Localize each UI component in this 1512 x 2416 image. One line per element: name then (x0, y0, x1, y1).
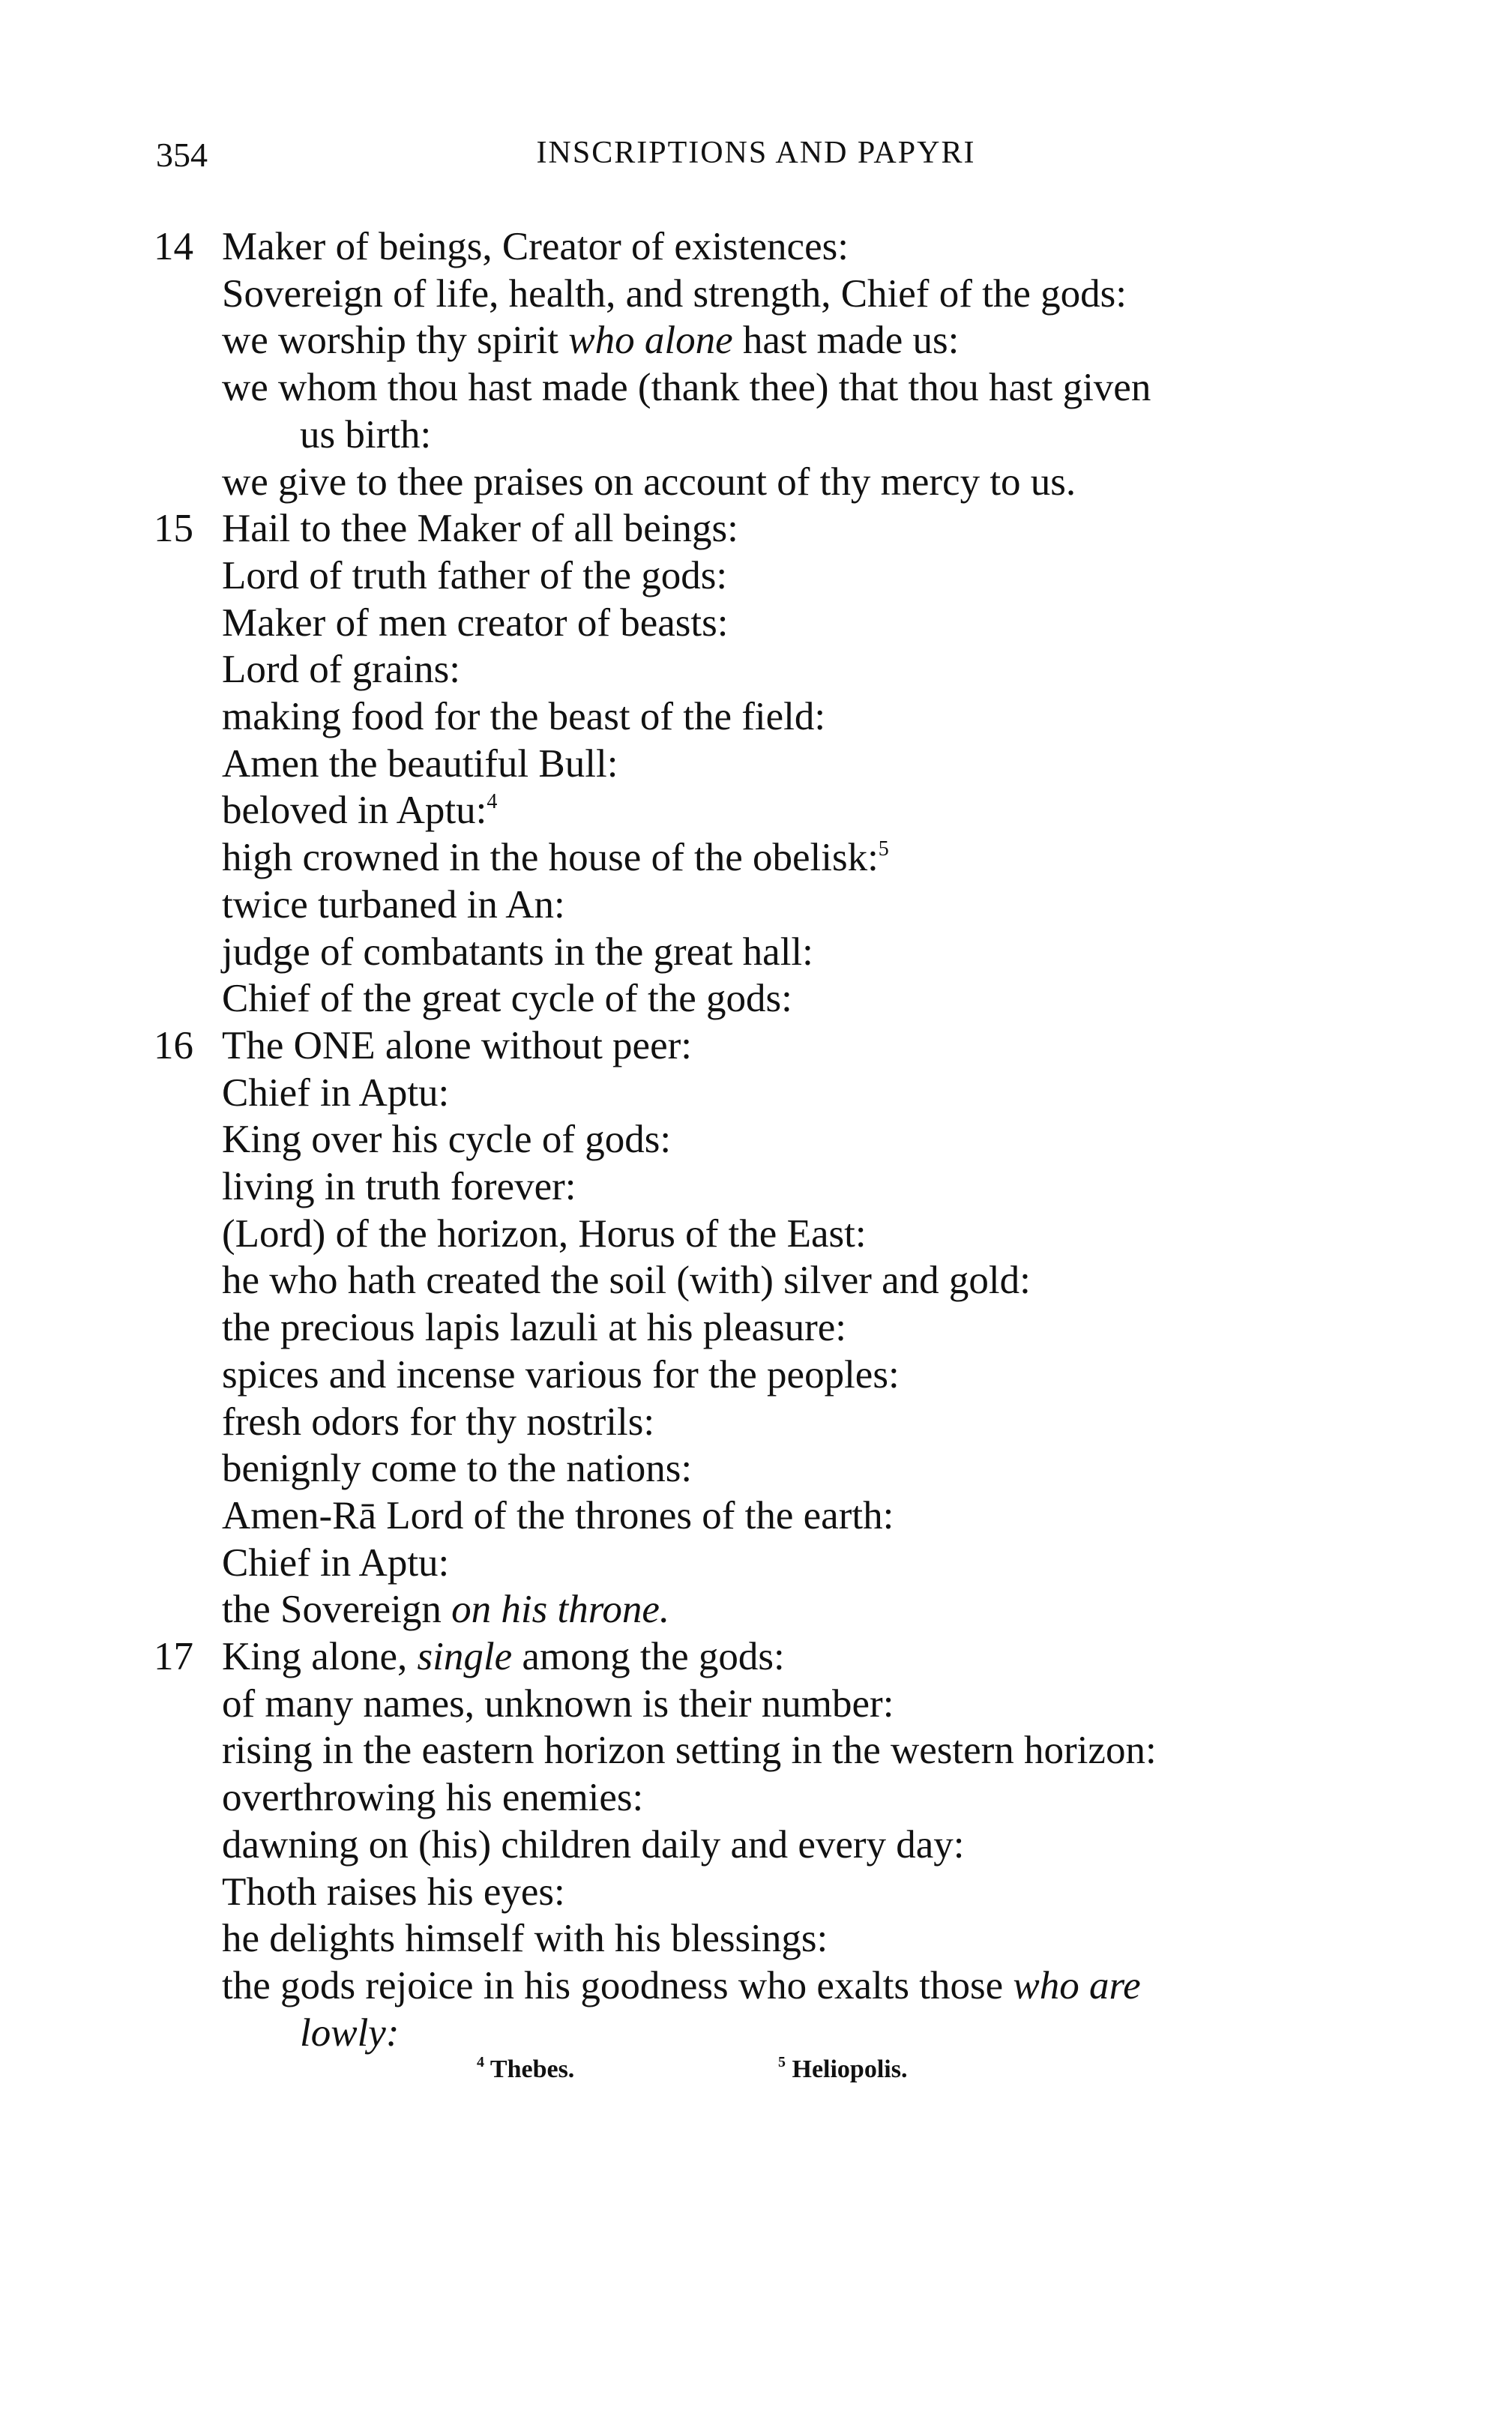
verse-line: we give to thee praises on account of thy mercy to us. (222, 460, 1076, 504)
verse-line: Amen the beautiful Bull: (222, 741, 618, 786)
verse-line: overthrowing his enemies: (222, 1776, 644, 1820)
verse-line: the precious lapis lazuli at his pleasure: (222, 1306, 847, 1350)
verse-line: making food for the beast of the field: (222, 695, 826, 738)
verse-line: us birth: (300, 412, 432, 457)
footnote (477, 2055, 574, 2084)
verse-line: twice turbaned in An: (222, 882, 565, 927)
verse-line: Lord of truth father of the gods: (222, 553, 728, 597)
verse-line: Hail to thee Maker of all beings: (222, 507, 738, 551)
verse-line: Sovereign of life, health, and strength, Chief of the gods: (222, 271, 1127, 316)
verse-line: judge of combatants in the great hall: (222, 930, 813, 974)
verse-line: dawning on (his) children daily and every day: (222, 1822, 965, 1867)
footnote-mark: 5 (778, 2054, 786, 2070)
verse-line: Thoth raises his eyes: (222, 1870, 565, 1914)
verse-line: spices and incense various for the peoples: (222, 1352, 900, 1397)
footnote-text: Thebes. (484, 2055, 575, 2083)
verse-line: he delights himself with his blessings: (222, 1917, 828, 1961)
verse-line: high crowned in the house of the obelisk:$^5$ (222, 836, 889, 880)
section-number: 17 (154, 1635, 193, 1678)
verse-line: Chief in Aptu: (222, 1540, 450, 1585)
verse-line: living in truth forever: (222, 1165, 576, 1208)
footnotes (0, 2055, 1512, 2093)
verse-line: of many names, unknown is their number: (222, 1681, 894, 1726)
verse-line: we worship thy spirit who alone hast made us: (222, 319, 960, 363)
verse-line: Maker of men creator of beasts: (222, 600, 729, 645)
verse-line: lowly: (300, 2010, 400, 2055)
verse-line: he who hath created the soil (with) silver and gold: (222, 1259, 1031, 1303)
verse-line: Chief of the great cycle of the gods: (222, 977, 792, 1021)
verse-line: rising in the eastern horizon setting in the western horizon: (222, 1729, 1157, 1773)
section-number: 16 (154, 1023, 193, 1067)
verse-line: fresh odors for thy nostrils: (222, 1400, 655, 1444)
page-header (0, 135, 1512, 180)
footnote (778, 2055, 907, 2084)
section-number: 14 (154, 225, 193, 268)
verse-line: Maker of beings, Creator of existences: (222, 225, 849, 268)
verse-line: benignly come to the nations: (222, 1447, 693, 1491)
footnote-mark: 4 (477, 2054, 484, 2070)
running-head: INSCRIPTIONS AND PAPYRI (536, 136, 976, 170)
verse-line: beloved in Aptu:$^4$ (222, 789, 498, 833)
verse-line: King alone, single among the gods: (222, 1635, 785, 1678)
section-number: 15 (154, 507, 193, 551)
verse-line: we whom thou hast made (thank thee) that thou hast given (222, 366, 1151, 410)
verse-line: Chief in Aptu: (222, 1070, 450, 1115)
page-number: 354 (156, 136, 208, 174)
verse-line: King over his cycle of gods: (222, 1118, 672, 1162)
verse-line: Lord of grains: (222, 648, 460, 692)
verse-line: (Lord) of the horizon, Horus of the East: (222, 1211, 867, 1256)
verse-line: the Sovereign on his throne. (222, 1588, 670, 1632)
footnote-text: Heliopolis. (786, 2055, 908, 2083)
verse-line: the gods rejoice in his goodness who exalts those who are (222, 1963, 1141, 2007)
verse-line: Amen-Rā Lord of the thrones of the earth: (222, 1493, 894, 1537)
verse-line: The ONE alone without peer: (222, 1023, 692, 1067)
